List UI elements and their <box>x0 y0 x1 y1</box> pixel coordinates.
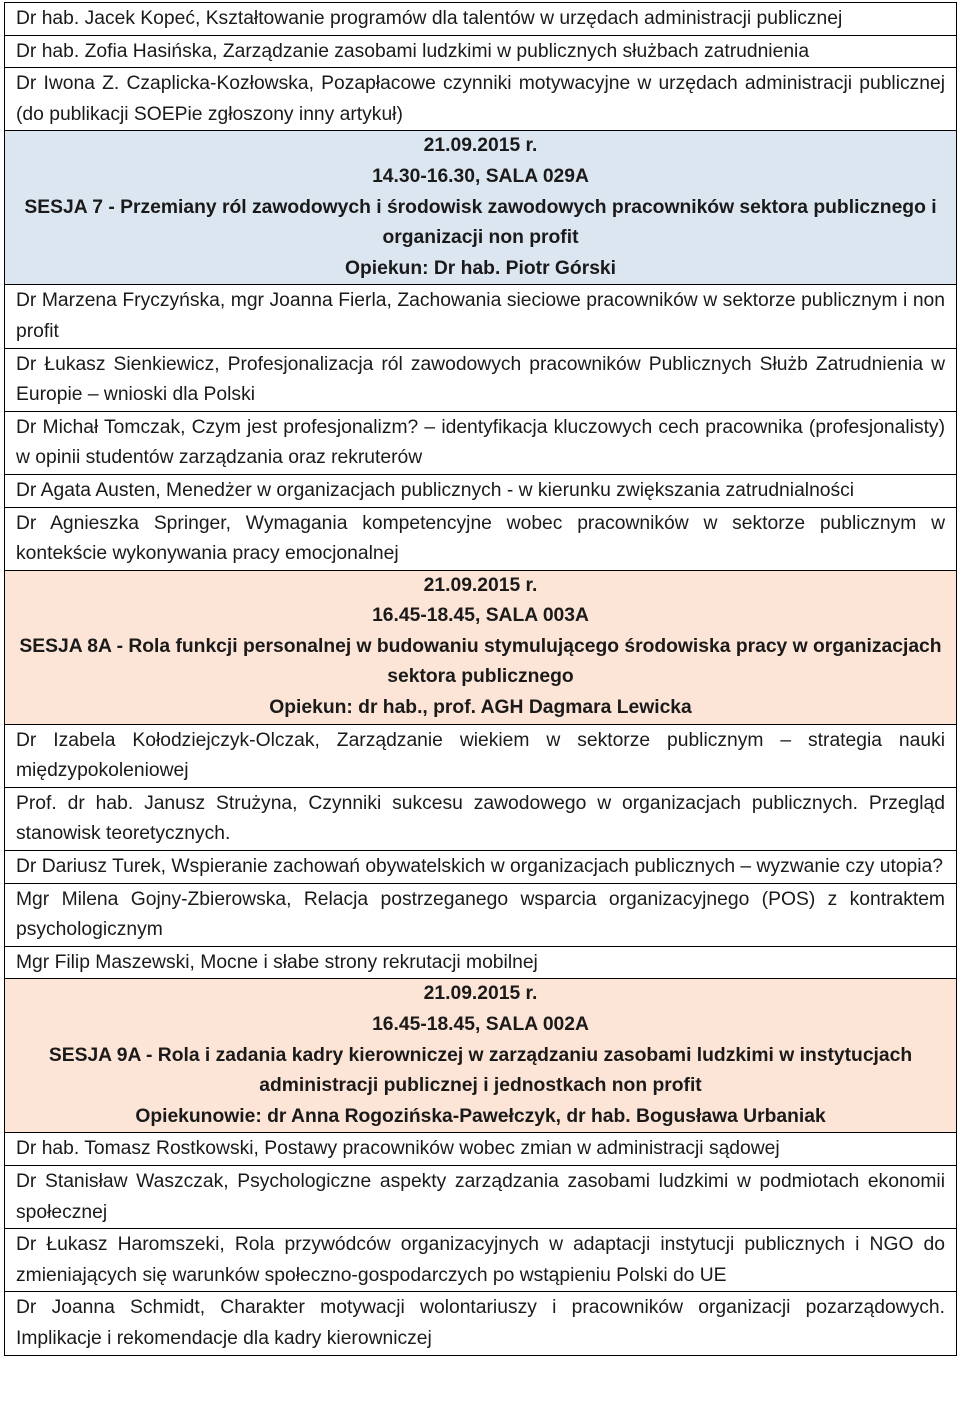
session-title: SESJA 7 - Przemiany ról zawodowych i środowisk zawodowych pracowników sektora publicznego i organizacji non profit <box>24 196 937 249</box>
session-time-room: 16.45-18.45, SALA 003A <box>372 605 589 627</box>
entry-row: Dr Agnieszka Springer, Wymagania kompetencyjne wobec pracowników w sektorze publicznym w kontekście wykonywania pracy emocjonalnej <box>5 508 956 571</box>
entry-row: Mgr Filip Maszewski, Mocne i słabe strony rekrutacji mobilnej <box>5 947 956 980</box>
entry-row: Dr Iwona Z. Czaplicka-Kozłowska, Pozapłacowe czynniki motywacyjne w urzędach administracji publicznej (do publikacji SOEPie zgłoszony inny artykuł) <box>5 68 956 131</box>
entry-row: Dr Marzena Fryczyńska, mgr Joanna Fierla, Zachowania sieciowe pracowników w sektorze publicznym i non profit <box>5 285 956 348</box>
session-header-8a <box>5 571 956 725</box>
session-time-room: 16.45-18.45, SALA 002A <box>372 1014 589 1035</box>
session-header-9a <box>5 979 956 1133</box>
entry-row: Dr hab. Zofia Hasińska, Zarządzanie zasobami ludzkimi w publicznych służbach zatrudnienia <box>5 36 956 69</box>
entry-row: Dr Stanisław Waszczak, Psychologiczne aspekty zarządzania zasobami ludzkimi w podmiotach ekonomii społecznej <box>5 1166 956 1229</box>
entry-row: Dr hab. Jacek Kopeć, Kształtowanie programów dla talentów w urzędach administracji publicznej <box>5 3 956 36</box>
session-date: 21.09.2015 r. <box>423 135 538 157</box>
session-title: SESJA 9A - Rola i zadania kadry kierowniczej w zarządzaniu zasobami ludzkimi w instytucjach administracji publicznej i jednostkach non profit <box>48 1044 913 1097</box>
entry-row: Dr Dariusz Turek, Wspieranie zachowań obywatelskich w organizacjach publicznych – wyzwanie czy utopia? <box>5 851 956 884</box>
program-table <box>4 2 957 1356</box>
session-date: 21.09.2015 r. <box>423 983 538 1005</box>
entry-row: Dr Agata Austen, Menedżer w organizacjach publicznych - w kierunku zwiększania zatrudnialności <box>5 475 956 508</box>
entry-row: Prof. dr hab. Janusz Strużyna, Czynniki sukcesu zawodowego w organizacjach publicznych. Przegląd stanowisk teoretycznych. <box>5 788 956 851</box>
entry-row: Mgr Milena Gojny-Zbierowska, Relacja postrzeganego wsparcia organizacyjnego (POS) z kontraktem psychologicznym <box>5 884 956 947</box>
entry-row: Dr Izabela Kołodziejczyk-Olczak, Zarządzanie wiekiem w sektorze publicznym – strategia nauki międzypokoleniowej <box>5 725 956 788</box>
entry-row: Dr Joanna Schmidt, Charakter motywacji wolontariuszy i pracowników organizacji pozarządowych. Implikacje i rekomendacje dla kadry kierowniczej <box>5 1292 956 1355</box>
session-supervisor: Opiekun: Dr hab. Piotr Górski <box>344 257 617 279</box>
session-title: SESJA 8A - Rola funkcji personalnej w budowaniu stymulującego środowiska pracy w organizacjach sektora publicznego <box>19 635 942 688</box>
session-date: 21.09.2015 r. <box>423 574 538 596</box>
entry-row: Dr Łukasz Sienkiewicz, Profesjonalizacja ról zawodowych pracowników Publicznych Służb Zatrudnienia w Europie – wnioski dla Polski <box>5 349 956 412</box>
entry-row: Dr Michał Tomczak, Czym jest profesjonalizm? – identyfikacja kluczowych cech pracownika (profesjonalisty) w opinii studentów zarządzania oraz rekruterów <box>5 412 956 475</box>
session-time-room: 14.30-16.30, SALA 029A <box>372 165 589 187</box>
entry-row: Dr Łukasz Haromszeki, Rola przywódców organizacyjnych w adaptacji instytucji publicznych i NGO do zmieniających się warunków społeczno-gospodarczych po wstąpieniu Polski do UE <box>5 1229 956 1292</box>
session-supervisor: Opiekunowie: dr Anna Rogozińska-Pawełczyk, dr hab. Bogusława Urbaniak <box>135 1105 826 1127</box>
session-header-7 <box>5 131 956 285</box>
entry-row: Dr hab. Tomasz Rostkowski, Postawy pracowników wobec zmian w administracji sądowej <box>5 1133 956 1166</box>
session-supervisor: Opiekun: dr hab., prof. AGH Dagmara Lewicka <box>269 697 692 719</box>
